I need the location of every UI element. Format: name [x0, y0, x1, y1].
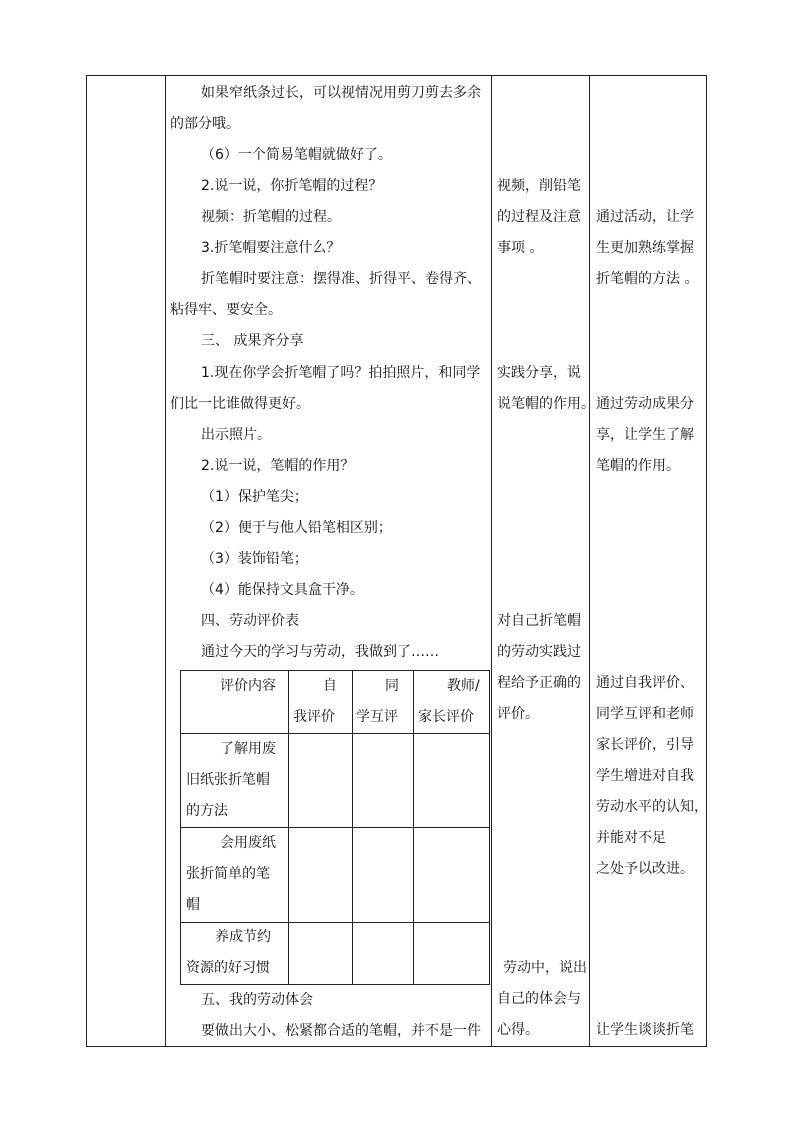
row-divider [181, 733, 489, 734]
text-line: 事项 。 [497, 240, 544, 256]
text-line: 1.现在你学会折笔帽了吗？拍拍照片，和同学 [201, 365, 481, 381]
text-line: 如果窄纸条过长，可以视情况用剪刀剪去多余 [201, 85, 481, 101]
text-line: 之处予以改进。 [596, 861, 694, 877]
text-line: 自己的体会与 [497, 991, 581, 1007]
row-item-text: 的方法 [186, 803, 228, 819]
row-item-text: 帽 [186, 897, 200, 913]
text-line: （2）便于与他人铅笔相区别； [201, 520, 392, 536]
text-line: 折笔帽的方法 。 [596, 271, 699, 287]
text-line: 家长评价，引导 [596, 737, 694, 753]
text-line: 对自己折笔帽 [497, 613, 581, 629]
text-line: 实践分享，说 [497, 365, 581, 381]
section-heading: 五、我的劳动体会 [201, 992, 313, 1008]
text-line: 出示照片。 [201, 427, 271, 443]
text-line: 通过自我评价、 [596, 675, 694, 691]
row-item-text: 资源的好习惯 [186, 960, 270, 976]
text-line: 劳动中，说出 [503, 960, 587, 976]
text-line: （1）保护笔尖； [201, 489, 308, 505]
header-teacher-eval: 家长评价 [418, 709, 474, 725]
text-line: 通过活动，让学 [596, 209, 694, 225]
row-item-text: 张折简单的笔 [186, 866, 270, 882]
column-divider [352, 671, 353, 984]
text-line: （6）一个简易笔帽就做好了。 [201, 147, 392, 163]
text-line: 的部分哦。 [170, 116, 240, 132]
row-item-text: 旧纸张折笔帽 [186, 772, 270, 788]
text-line: 通过今天的学习与劳动，我做到了…… [201, 644, 439, 660]
text-line: 评价。 [497, 706, 539, 722]
text-line: 视频：折笔帽的过程。 [201, 209, 341, 225]
header-teacher-eval: 教师/ [447, 678, 480, 694]
text-line: 心得。 [497, 1022, 539, 1038]
row-item-text: 了解用废 [220, 741, 276, 757]
text-line: 笔帽的作用。 [596, 458, 680, 474]
row-item-text: 会用废纸 [220, 835, 276, 851]
row-item-text: 养成节约 [215, 929, 271, 945]
text-line: （4）能保持文具盒干净。 [201, 582, 364, 598]
text-line: 们比一比谁做得更好。 [170, 396, 310, 412]
column-divider [413, 671, 414, 984]
text-line: 2.说一说，笔帽的作用？ [201, 458, 355, 474]
text-line: 的劳动实践过 [497, 644, 581, 660]
text-line: 享，让学生了解 [596, 427, 694, 443]
text-line: 2.说一说，你折笔帽的过程？ [201, 178, 383, 194]
text-line: 3.折笔帽要注意什么？ [201, 240, 341, 256]
section-heading: 四、劳动评价表 [201, 613, 299, 629]
text-line: 劳动水平的认知， [596, 799, 708, 815]
text-line: 让学生谈谈折笔 [596, 1022, 694, 1038]
column-divider [491, 76, 492, 1046]
text-line: 的过程及注意 [497, 209, 581, 225]
text-line: 说笔帽的作用。 [497, 396, 595, 412]
text-line: 同学互评和老师 [596, 706, 694, 722]
header-self-eval: 自 [323, 678, 337, 694]
section-heading: 三、 成果齐分享 [201, 333, 304, 349]
row-divider [181, 827, 489, 828]
header-self-eval: 我评价 [293, 709, 335, 725]
text-line: 学生增进对自我 [596, 768, 694, 784]
row-divider [181, 922, 489, 923]
column-divider [288, 671, 289, 984]
text-line: 视频，削铅笔 [497, 178, 581, 194]
column-divider [165, 76, 166, 1046]
text-line: 程给予正确的 [497, 675, 581, 691]
header-peer-eval: 学互评 [356, 709, 398, 725]
text-line: 粘得牢、要安全。 [170, 302, 282, 318]
text-line: 折笔帽时要注意：摆得准、折得平、卷得齐、 [201, 271, 481, 287]
text-line: 要做出大小、松紧都合适的笔帽，并不是一件 [201, 1023, 481, 1039]
header-evaluation-content: 评价内容 [220, 678, 276, 694]
text-line: 通过劳动成果分 [596, 396, 694, 412]
text-line: （3）装饰铅笔； [201, 551, 308, 567]
text-line: 生更加熟练掌握 [596, 240, 694, 256]
header-peer-eval: 同 [385, 678, 399, 694]
text-line: 并能对不足 [596, 830, 666, 846]
column-divider [589, 76, 590, 1046]
